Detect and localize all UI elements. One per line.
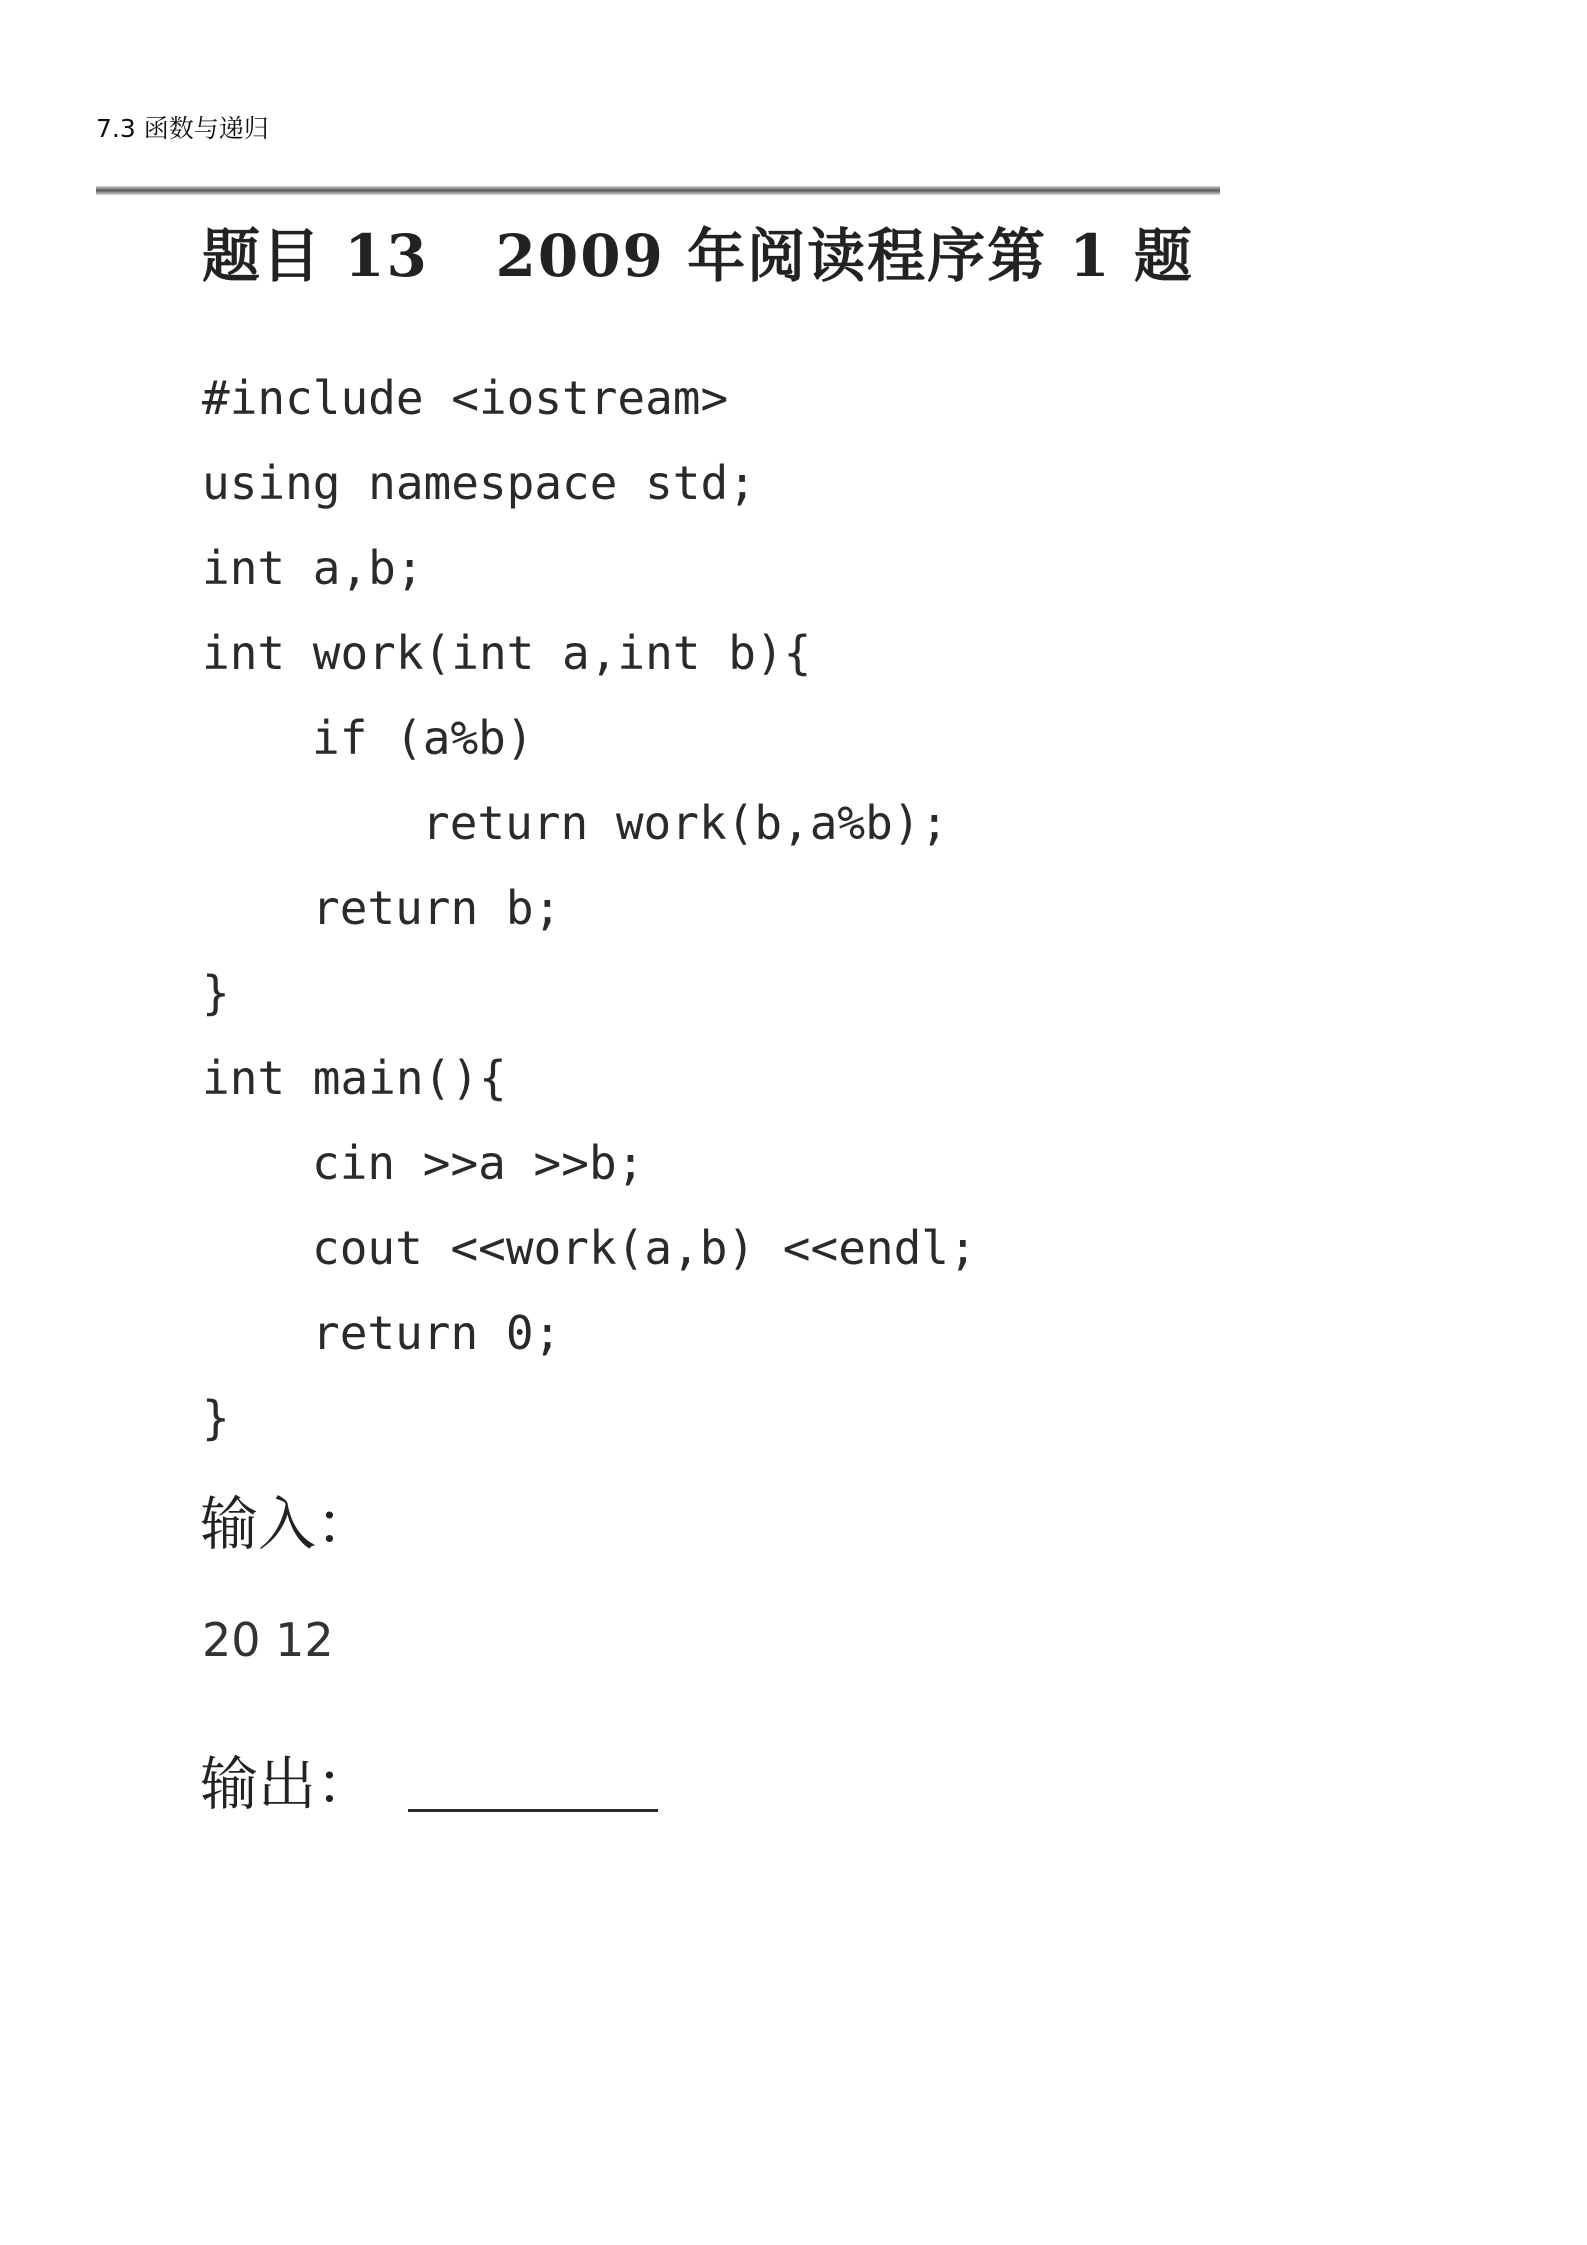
problem-title: 题目 13 2009 年阅读程序第 1 题 — [202, 222, 1194, 290]
code-line: #include <iostream> — [202, 371, 729, 425]
output-row — [200, 1744, 658, 1824]
code-line: int work(int a,int b){ — [202, 626, 812, 680]
code-line: using namespace std; — [202, 456, 756, 510]
code-line: cin >>a >>b; — [312, 1136, 645, 1190]
code-line: return b; — [312, 881, 562, 935]
code-line: return 0; — [312, 1306, 562, 1360]
code-line: int a,b; — [202, 541, 424, 595]
code-line: cout <<work(a,b) <<endl; — [312, 1221, 977, 1275]
code-line: return work(b,a%b); — [422, 796, 949, 850]
code-block — [202, 356, 977, 1461]
answer-blank — [408, 1809, 658, 1812]
code-line: } — [202, 966, 230, 1020]
output-label: 输出： — [200, 1750, 375, 1818]
code-line: int main(){ — [202, 1051, 507, 1105]
input-label: 输入： — [200, 1490, 375, 1558]
top-divider — [96, 186, 1220, 195]
problem-scan — [96, 176, 1220, 1856]
code-line: if (a%b) — [312, 711, 534, 765]
code-line: } — [202, 1391, 230, 1445]
input-value: 20 12 — [202, 1613, 334, 1667]
section-label: 7.3 函数与递归 — [96, 114, 269, 143]
